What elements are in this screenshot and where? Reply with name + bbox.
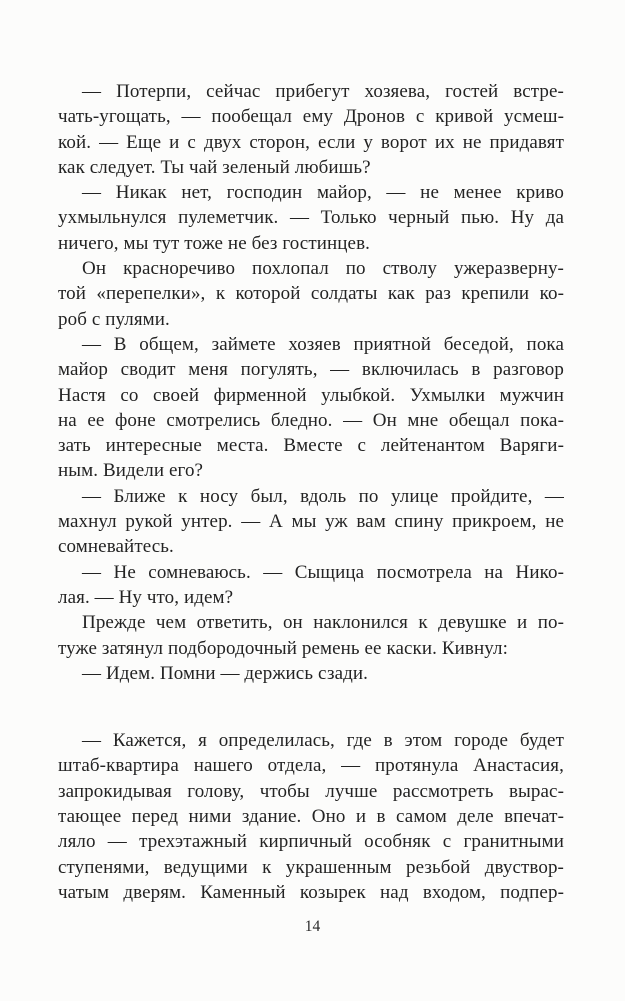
- text-line: штаб-квартира нашего отдела, — протянула Анастасия,: [58, 755, 564, 777]
- text-line: сомневайтесь.: [58, 536, 174, 558]
- text-line: — Идем. Помни — держись сзади.: [82, 662, 368, 684]
- text-line: — В общем, займете хозяев приятной беседой, пока: [82, 333, 564, 355]
- text-line: ступенями, ведущими к украшенным резьбой двуствор-: [58, 856, 564, 878]
- text-line: ляло — трехэтажный кирпичный особняк с гранитными: [58, 831, 564, 853]
- text-line: махнул рукой унтер. — А мы уж вам спину прикроем, не: [58, 511, 564, 533]
- text-line: — Никак нет, господин майор, — не менее криво: [82, 182, 564, 204]
- text-line: — Не сомневаюсь. — Сыщица посмотрела на Нико-: [82, 561, 564, 583]
- text-line: роб с пулями.: [58, 308, 170, 330]
- text-line: на ее фоне смотрелись бледно. — Он мне обещал пока-: [58, 409, 564, 431]
- text-line: ничего, мы тут тоже не без гостинцев.: [58, 232, 371, 254]
- text-line: ным. Видели его?: [58, 460, 204, 482]
- text-line: Прежде чем ответить, он наклонился к девушке и по-: [82, 612, 564, 634]
- text-block: [58, 79, 564, 905]
- text-line: — Потерпи, сейчас прибегут хозяева, гостей встре-: [82, 81, 564, 102]
- text-line: майор сводит меня погулять, — включилась в разговор: [58, 359, 564, 381]
- text-line: тающее перед ними здание. Оно и в самом деле впечат-: [58, 806, 564, 828]
- text-line: чать-угощать, — пообещал ему Дронов с кривой усмеш-: [58, 106, 564, 128]
- text-line: лая. — Ну что, идем?: [58, 586, 234, 608]
- page-number: 14: [304, 918, 321, 935]
- text-line: кой. — Еще и с двух сторон, если у ворот их не придавят: [58, 131, 564, 153]
- text-line: зать интересные места. Вместе с лейтенантом Варяги-: [58, 435, 564, 457]
- text-line: той «перепелки», к которой солдаты как раз крепили ко-: [58, 283, 564, 305]
- text-line: чатым дверям. Каменный козырек над входом, подпер-: [58, 881, 564, 903]
- scene-break-spacer: [58, 686, 564, 728]
- text-line: ухмыльнулся пулеметчик. — Только черный пью. Ну да: [58, 207, 564, 229]
- text-line: Он красноречиво похлопал по стволу ужеразверну-: [82, 258, 564, 280]
- text-line: туже затянул подбородочный ремень ее каски. Кивнул:: [58, 637, 508, 659]
- text-line: — Кажется, я определилась, где в этом городе будет: [82, 730, 564, 752]
- text-line: запрокидывая голову, чтобы лучше рассмотреть вырас-: [58, 780, 564, 802]
- text-line: Настя со своей фирменной улыбкой. Ухмылки мужчин: [58, 384, 564, 406]
- text-line: как следует. Ты чай зеленый любишь?: [58, 156, 371, 178]
- text-line: — Ближе к носу был, вдоль по улице пройдите, —: [82, 485, 564, 507]
